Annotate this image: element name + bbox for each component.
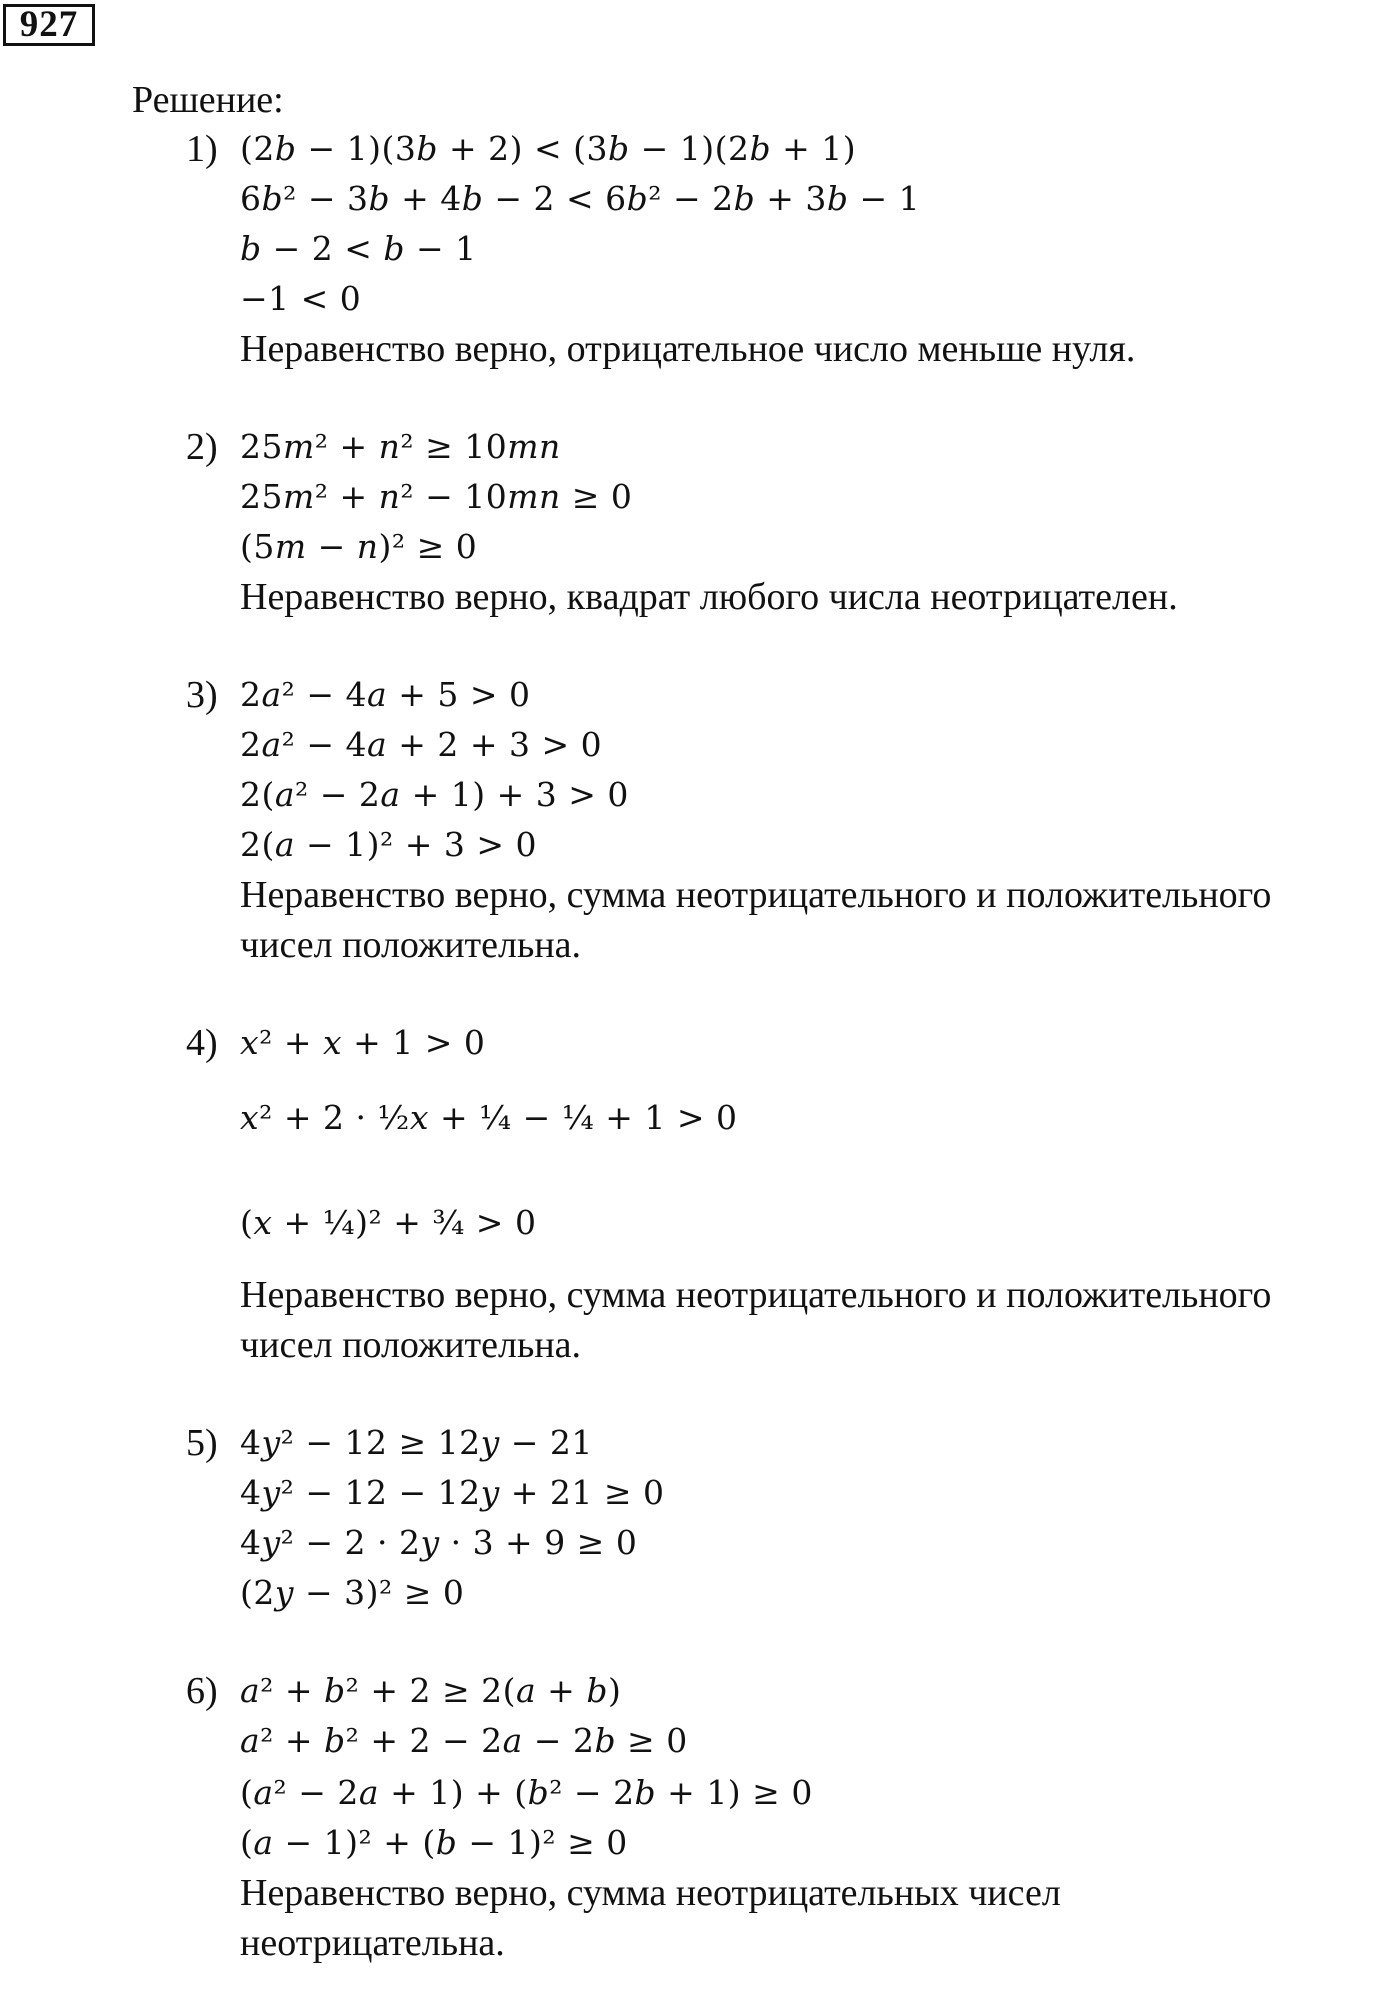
item-6-line-4: (𝑎 − 1)² + (𝑏 − 1)² ≥ 0	[240, 1823, 628, 1862]
item-2-line-3: (5𝑚 − 𝑛)² ≥ 0	[240, 527, 478, 566]
item-1-label: 1)	[186, 128, 218, 170]
item-4-conclusion-2: чисел положительна.	[240, 1324, 582, 1366]
item-4-line-3: (𝑥 + ¼)² + ¾ > 0	[240, 1203, 537, 1242]
item-3-conclusion-2: чисел положительна.	[240, 924, 582, 966]
item-4-label: 4)	[186, 1022, 218, 1064]
item-1-conclusion-1: Неравенство верно, отрицательное число меньше нуля.	[240, 328, 1136, 370]
item-2-conclusion-1: Неравенство верно, квадрат любого числа неотрицателен.	[240, 576, 1178, 618]
solution-heading: Решение:	[132, 79, 284, 121]
item-3-label: 3)	[186, 674, 218, 716]
item-4-line-2: 𝑥² + 2 · ½𝑥 + ¼ − ¼ + 1 > 0	[240, 1098, 738, 1137]
item-5-line-2: 4𝑦² − 12 − 12𝑦 + 21 ≥ 0	[240, 1473, 665, 1512]
item-1-line-4: −1 < 0	[240, 279, 362, 318]
problem-number: 927	[3, 4, 95, 46]
item-1-line-2: 6𝑏² − 3𝑏 + 4𝑏 − 2 < 6𝑏² − 2𝑏 + 3𝑏 − 1	[240, 179, 921, 218]
item-3-line-2: 2𝑎² − 4𝑎 + 2 + 3 > 0	[240, 725, 603, 764]
item-2-line-2: 25𝑚² + 𝑛² − 10𝑚𝑛 ≥ 0	[240, 477, 633, 516]
item-2-label: 2)	[186, 426, 218, 468]
item-5-label: 5)	[186, 1422, 218, 1464]
item-4-conclusion-1: Неравенство верно, сумма неотрицательного и положительного	[240, 1274, 1272, 1316]
item-6-line-2: 𝑎² + 𝑏² + 2 − 2𝑎 − 2𝑏 ≥ 0	[240, 1721, 688, 1760]
item-1-line-3: 𝑏 − 2 < 𝑏 − 1	[240, 229, 477, 268]
item-3-line-3: 2(𝑎² − 2𝑎 + 1) + 3 > 0	[240, 775, 629, 814]
item-1-line-1: (2𝑏 − 1)(3𝑏 + 2) < (3𝑏 − 1)(2𝑏 + 1)	[240, 129, 857, 168]
item-5-line-4: (2𝑦 − 3)² ≥ 0	[240, 1573, 465, 1612]
item-3-conclusion-1: Неравенство верно, сумма неотрицательного и положительного	[240, 874, 1272, 916]
item-6-line-3: (𝑎² − 2𝑎 + 1) + (𝑏² − 2𝑏 + 1) ≥ 0	[240, 1773, 813, 1812]
item-4-line-1: 𝑥² + 𝑥 + 1 > 0	[240, 1023, 486, 1062]
item-5-line-1: 4𝑦² − 12 ≥ 12𝑦 − 21	[240, 1423, 593, 1462]
item-6-conclusion-1: Неравенство верно, сумма неотрицательных чисел	[240, 1872, 1061, 1914]
item-3-line-1: 2𝑎² − 4𝑎 + 5 > 0	[240, 675, 531, 714]
item-6-line-1: 𝑎² + 𝑏² + 2 ≥ 2(𝑎 + 𝑏)	[240, 1671, 622, 1710]
item-6-label: 6)	[186, 1670, 218, 1712]
item-3-line-4: 2(𝑎 − 1)² + 3 > 0	[240, 825, 538, 864]
item-6-conclusion-2: неотрицательна.	[240, 1922, 505, 1964]
item-2-line-1: 25𝑚² + 𝑛² ≥ 10𝑚𝑛	[240, 427, 561, 466]
item-5-line-3: 4𝑦² − 2 · 2𝑦 · 3 + 9 ≥ 0	[240, 1523, 638, 1562]
